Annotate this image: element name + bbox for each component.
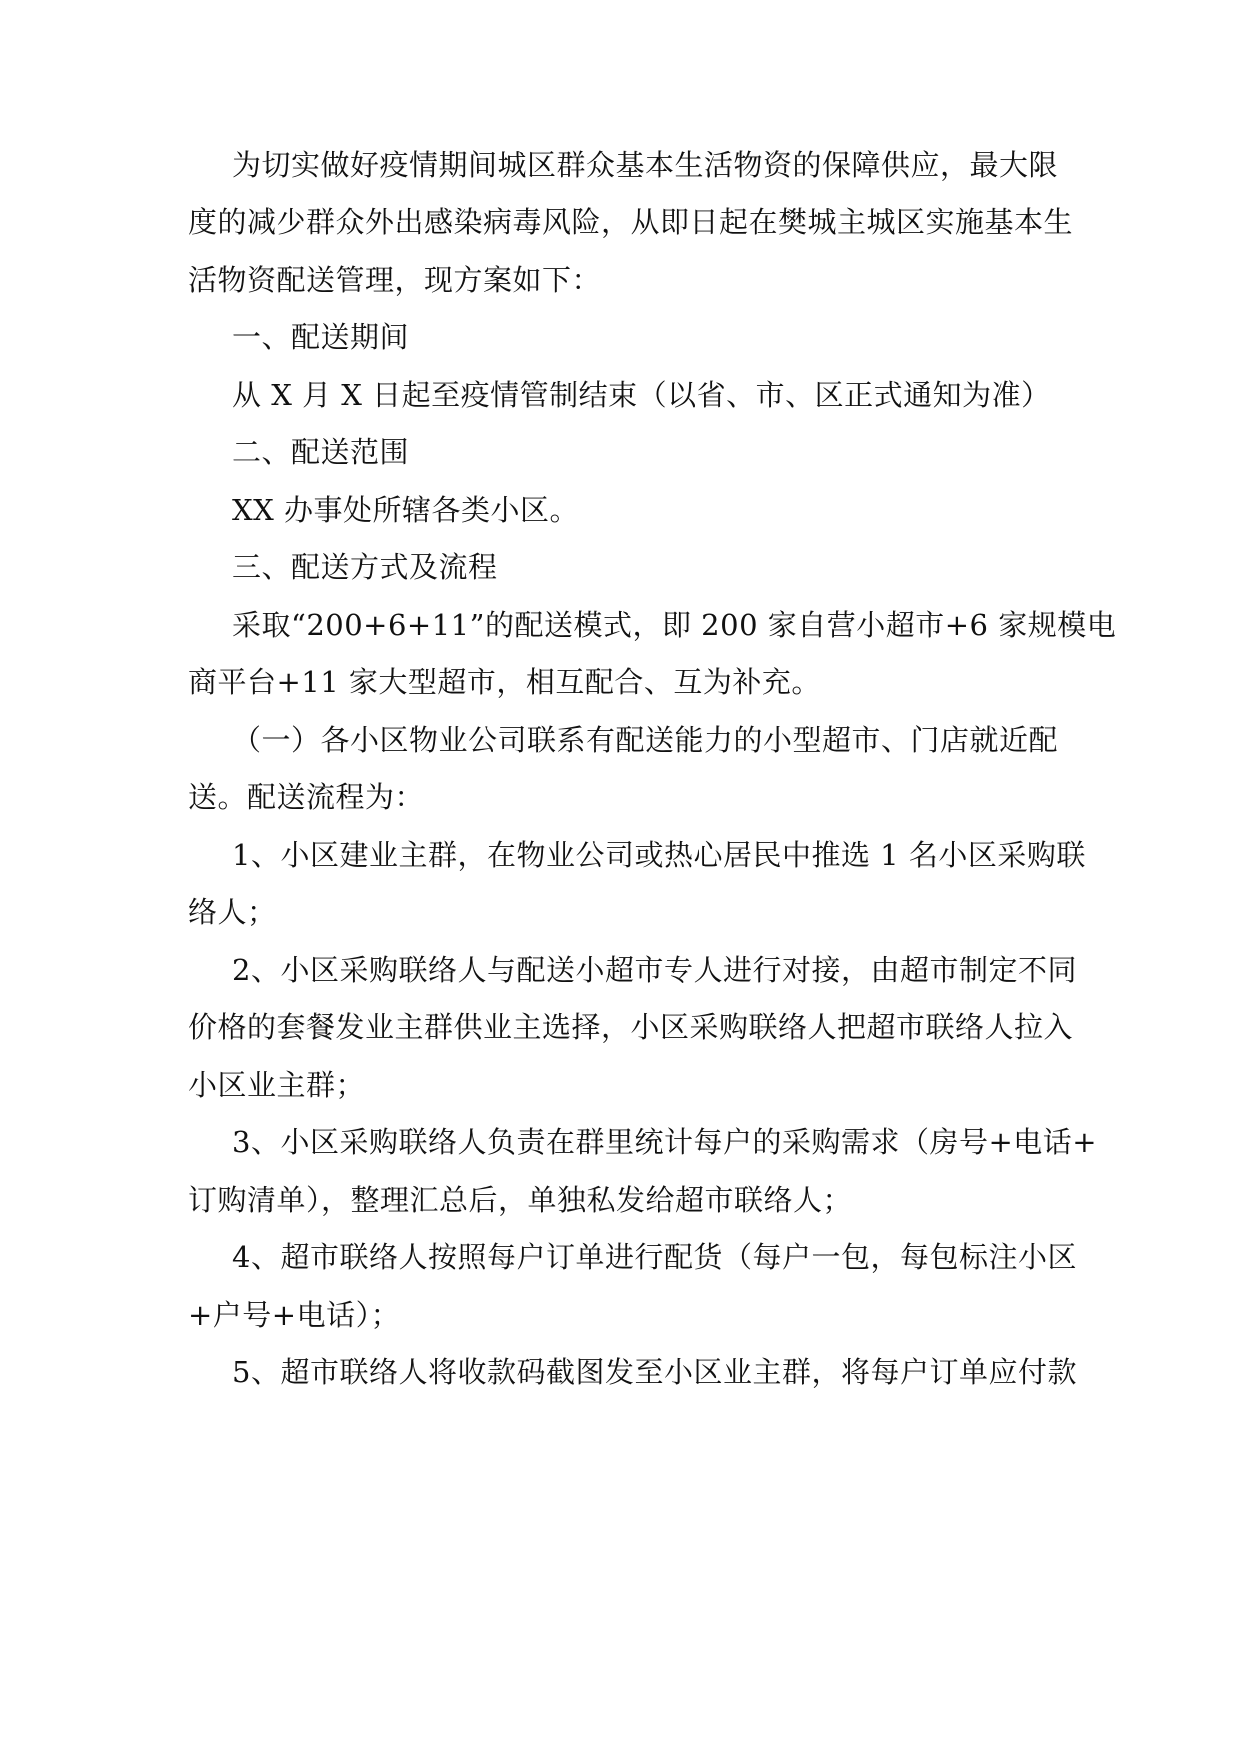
step-2-line-2: 价格的套餐发业主群供业主选择，小区采购联络人把超市联络人拉入: [188, 1010, 1074, 1044]
section-heading-method: 三、配送方式及流程: [232, 550, 498, 584]
step-2-line-1: 2、小区采购联络人与配送小超市专人进行对接，由超市制定不同: [232, 953, 1077, 987]
step-4-line-1: 4、超市联络人按照每户订单进行配货（每户一包，每包标注小区: [232, 1240, 1077, 1274]
step-3-line-2: 订购清单），整理汇总后，单独私发给超市联络人；: [188, 1183, 853, 1217]
paragraph-intro-line-2: 度的减少群众外出感染病毒风险，从即日起在樊城主城区实施基本生: [188, 205, 1074, 239]
paragraph-mode-line-1: 采取“200+6+11”的配送模式，即 200 家自营小超市+6 家规模电: [232, 608, 1117, 642]
section-heading-period: 一、配送期间: [232, 320, 410, 354]
subsection-one-line-2: 送。配送流程为：: [188, 780, 425, 814]
step-3-line-1: 3、小区采购联络人负责在群里统计每户的采购需求（房号+电话+: [232, 1125, 1098, 1159]
paragraph-scope: XX 办事处所辖各类小区。: [232, 493, 580, 527]
step-1-line-2: 络人；: [188, 895, 277, 929]
paragraph-mode-line-2: 商平台+11 家大型超市，相互配合、互为补充。: [188, 665, 821, 699]
step-5-line-1: 5、超市联络人将收款码截图发至小区业主群，将每户订单应付款: [232, 1355, 1077, 1389]
subsection-one-line-1: （一）各小区物业公司联系有配送能力的小型超市、门店就近配: [232, 723, 1059, 757]
step-4-line-2: +户号+电话）；: [188, 1298, 401, 1332]
paragraph-intro-line-1: 为切实做好疫情期间城区群众基本生活物资的保障供应，最大限: [232, 148, 1059, 182]
step-2-line-3: 小区业主群；: [188, 1068, 366, 1102]
step-1-line-1: 1、小区建业主群，在物业公司或热心居民中推选 1 名小区采购联: [232, 838, 1086, 872]
paragraph-intro-line-3: 活物资配送管理，现方案如下：: [188, 263, 602, 297]
paragraph-period: 从 X 月 X 日起至疫情管制结束（以省、市、区正式通知为准）: [232, 378, 1051, 412]
section-heading-scope: 二、配送范围: [232, 435, 410, 469]
